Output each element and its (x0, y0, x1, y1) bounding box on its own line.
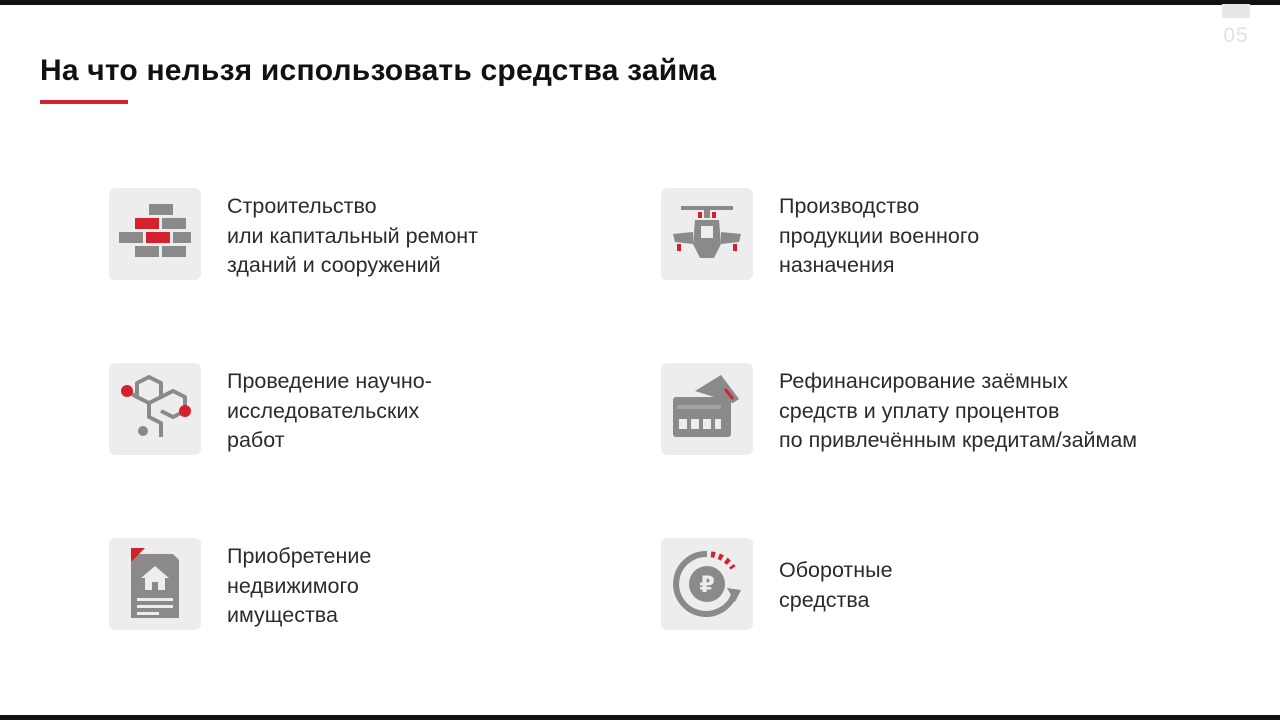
icon-tile (661, 538, 753, 630)
item-real-estate (109, 538, 709, 634)
item-text: Приобретение недвижимого имущества (227, 544, 372, 627)
top-border (0, 0, 1280, 5)
slide-title: На что нельзя использовать средства займа (40, 54, 717, 87)
item-refinancing (661, 363, 1261, 459)
page-badge (1222, 4, 1250, 18)
icon-tile (661, 363, 753, 455)
icon-tile (661, 188, 753, 280)
bottom-border (0, 715, 1280, 720)
item-research (109, 363, 709, 459)
item-text: Проведение научно- исследовательских работ (227, 369, 432, 452)
ruble-cycle-icon (667, 544, 747, 624)
icon-tile (109, 538, 201, 630)
item-text: Оборотные средства (779, 558, 893, 612)
title-underline (40, 100, 128, 104)
item-working-capital (661, 538, 1261, 634)
item-text: Производство продукции военного назначения (779, 194, 980, 277)
credit-card-icon (667, 369, 747, 449)
item-construction (109, 188, 709, 284)
helicopter-icon (667, 194, 747, 274)
item-text: Строительство или капитальный ремонт зданий и сооружений (227, 194, 479, 277)
icon-tile (109, 363, 201, 455)
property-document-icon (115, 544, 195, 624)
molecule-icon (115, 369, 195, 449)
item-military (661, 188, 1261, 284)
icon-tile (109, 188, 201, 280)
bricks-icon (115, 194, 195, 274)
svg-text:₽: ₽ (699, 573, 715, 598)
page-number: 05 (1223, 24, 1249, 47)
item-text: Рефинансирование заёмных средств и уплату процентов по привлечённым кредитам/займам (779, 369, 1138, 452)
